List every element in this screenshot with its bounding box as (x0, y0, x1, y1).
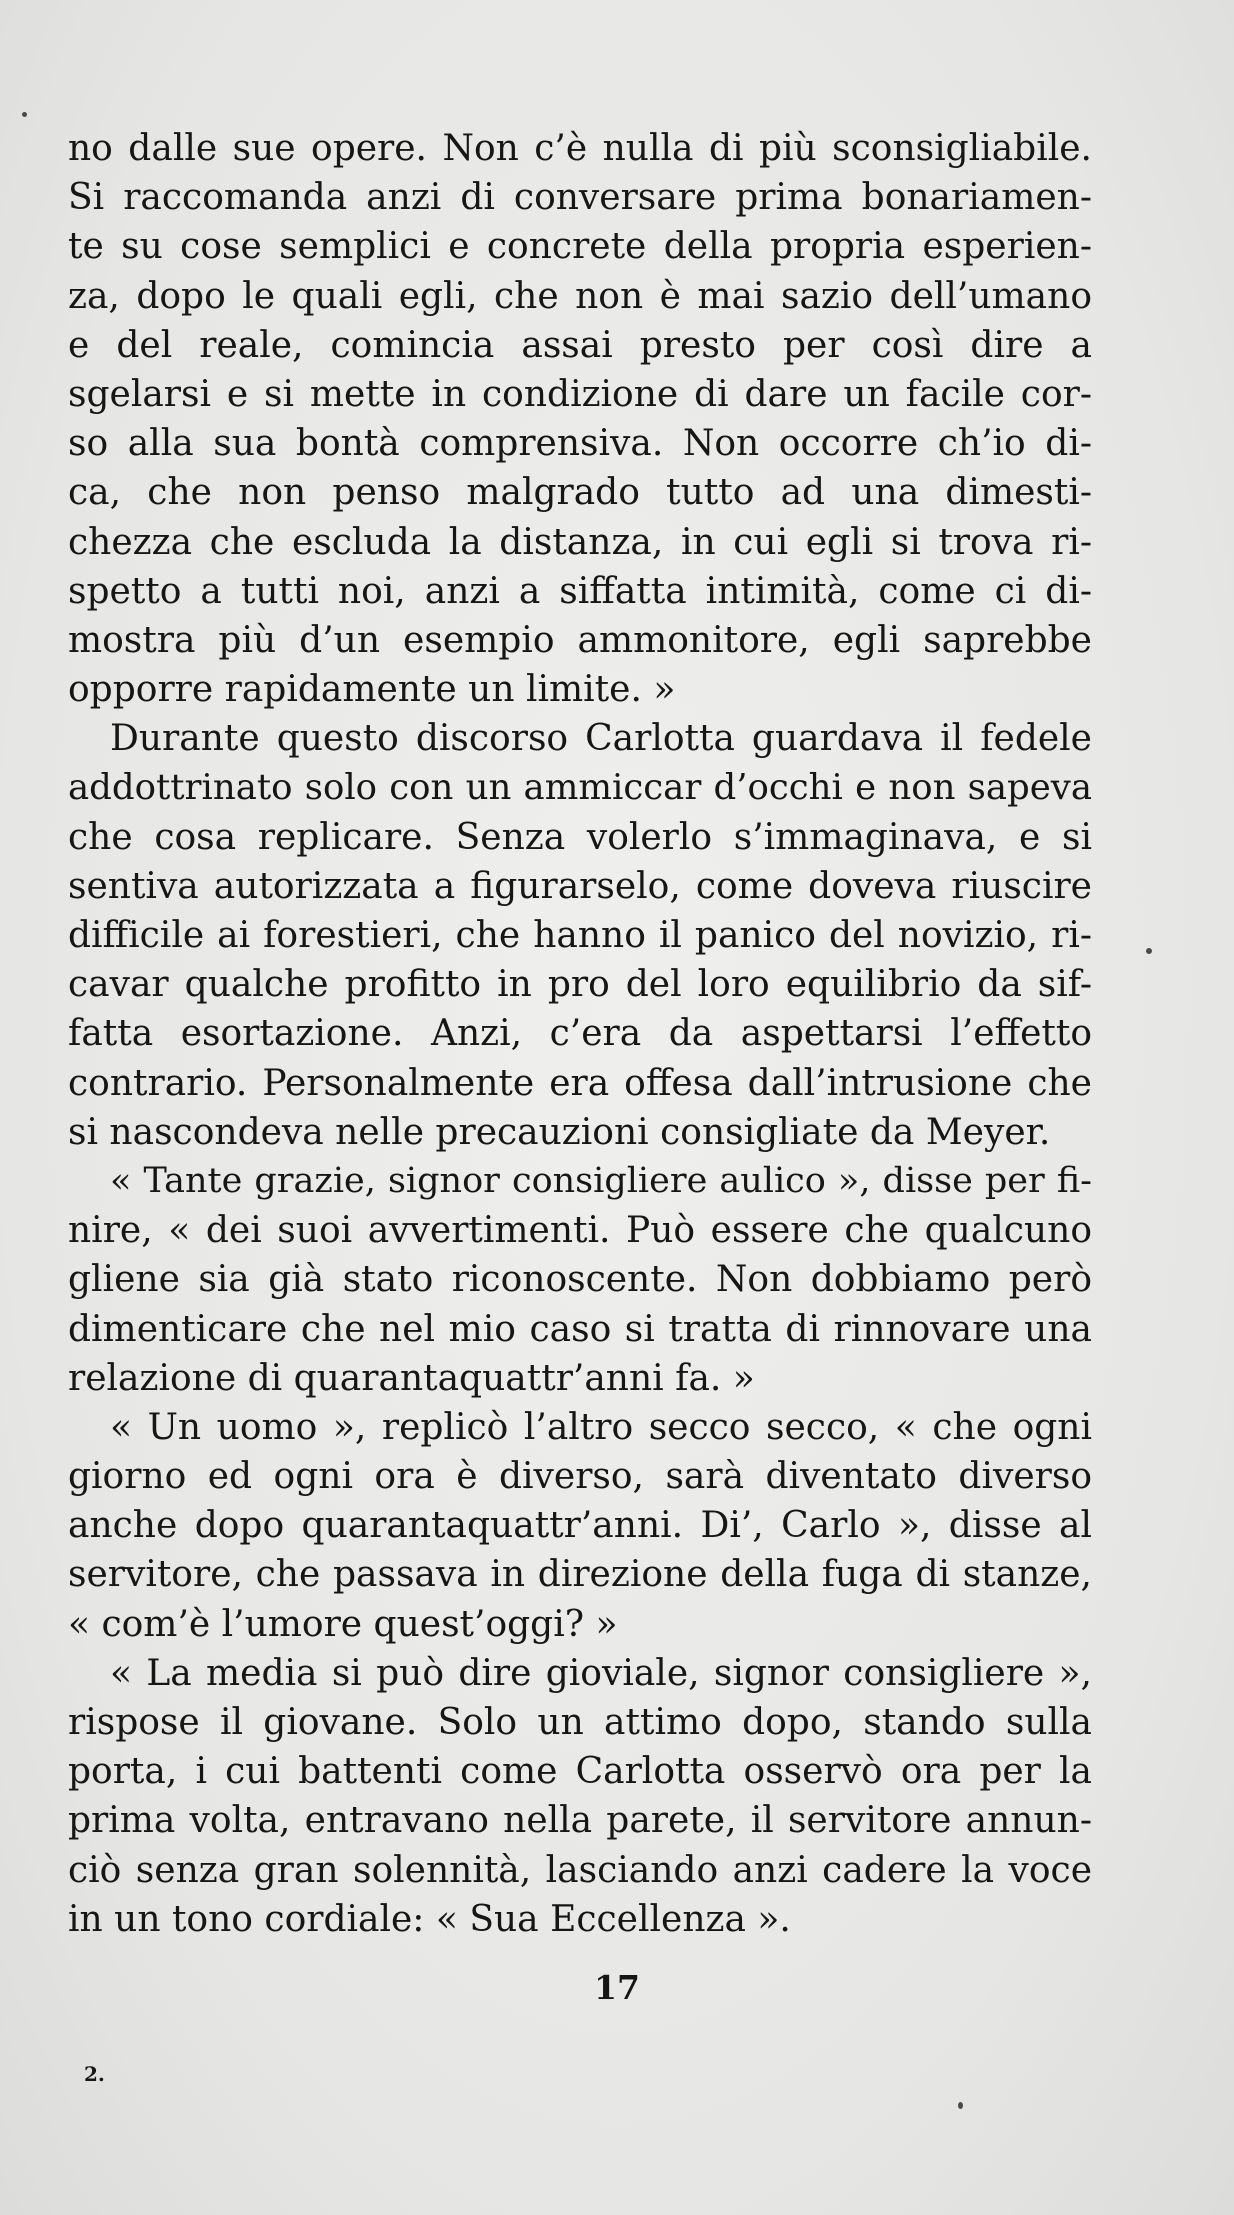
text-line: nire, « dei suoi avvertimenti. Può essere che qualcuno (68, 1210, 1092, 1252)
text-line: te su cose semplici e concrete della propria esperien- (68, 226, 1092, 268)
text-line: e del reale, comincia assai presto per così dire a (68, 324, 1092, 366)
paper-speck (958, 2102, 963, 2109)
text-line: rispose il giovane. Solo un attimo dopo, stando sulla (68, 1702, 1092, 1743)
text-line: contrario. Personalmente era offesa dall’intrusione che (68, 1062, 1092, 1104)
page-number: 17 (594, 1968, 640, 2007)
text-line: si nascondeva nelle precauzioni consigliate da Meyer. (68, 1111, 1051, 1153)
text-line: « com’è l’umore quest’oggi? » (68, 1603, 618, 1645)
text-line: addottrinato solo con un ammiccar d’occhi e non sapeva (68, 767, 1092, 809)
text-line: Si raccomanda anzi di conversare prima bonariamen- (68, 177, 1092, 219)
paragraph-start-line: « Un uomo », replicò l’altro secco secco, « che ogni (110, 1406, 1092, 1448)
text-line: spetto a tutti noi, anzi a siffatta intimità, come ci di- (68, 570, 1092, 612)
text-line: fatta esortazione. Anzi, c’era da aspettarsi l’effetto (68, 1013, 1092, 1055)
text-line: no dalle sue opere. Non c’è nulla di più sconsigliabile. (68, 128, 1092, 169)
body-text (68, 124, 1092, 1944)
paper-speck (22, 112, 27, 117)
text-line: prima volta, entravano nella parete, il servitore annun- (68, 1800, 1092, 1842)
text-line: chezza che escluda la distanza, in cui egli si trova ri- (68, 521, 1092, 563)
text-line: servitore, che passava in direzione della fuga di stanze, (68, 1554, 1092, 1596)
paragraph-start-line: Durante questo discorso Carlotta guardava il fedele (110, 718, 1092, 760)
text-line: in un tono cordiale: « Sua Eccellenza ». (68, 1898, 791, 1940)
text-line: mostra più d’un esempio ammonitore, egli saprebbe (68, 619, 1092, 661)
text-line: cavar qualche profitto in pro del loro equilibrio da sif- (68, 964, 1092, 1006)
text-line: porta, i cui battenti come Carlotta osservò ora per la (68, 1751, 1092, 1793)
text-line: opporre rapidamente un limite. » (68, 669, 676, 711)
text-line: dimenticare che nel mio caso si tratta di rinnovare una (68, 1308, 1092, 1350)
text-line: za, dopo le quali egli, che non è mai sazio dell’umano (68, 275, 1092, 317)
text-line: che cosa replicare. Senza volerlo s’immaginava, e si (68, 816, 1092, 858)
signature-mark: 2. (84, 2062, 105, 2086)
text-line: sgelarsi e si mette in condizione di dare un facile cor- (68, 373, 1092, 415)
text-line: relazione di quarantaquattr’anni fa. » (68, 1357, 755, 1399)
text-line: sentiva autorizzata a figurarselo, come doveva riuscire (68, 865, 1092, 907)
text-line: gliene sia già stato riconoscente. Non dobbiamo però (68, 1259, 1092, 1301)
paragraph-start-line: « Tante grazie, signor consigliere aulico », disse per fi- (110, 1160, 1092, 1201)
text-line: ca, che non penso malgrado tutto ad una dimesti- (68, 472, 1092, 514)
paper-speck (1146, 948, 1152, 954)
text-line: difficile ai forestieri, che hanno il panico del novizio, ri- (68, 915, 1092, 956)
text-line: giorno ed ogni ora è diverso, sarà diventato diverso (68, 1456, 1092, 1498)
paragraph-start-line: « La media si può dire gioviale, signor consigliere », (110, 1652, 1092, 1694)
text-line: anche dopo quarantaquattr’anni. Di’, Carlo », disse al (68, 1505, 1092, 1547)
text-line: ciò senza gran solennità, lasciando anzi cadere la voce (68, 1849, 1092, 1891)
text-line: so alla sua bontà comprensiva. Non occorre ch’io di- (68, 423, 1092, 465)
